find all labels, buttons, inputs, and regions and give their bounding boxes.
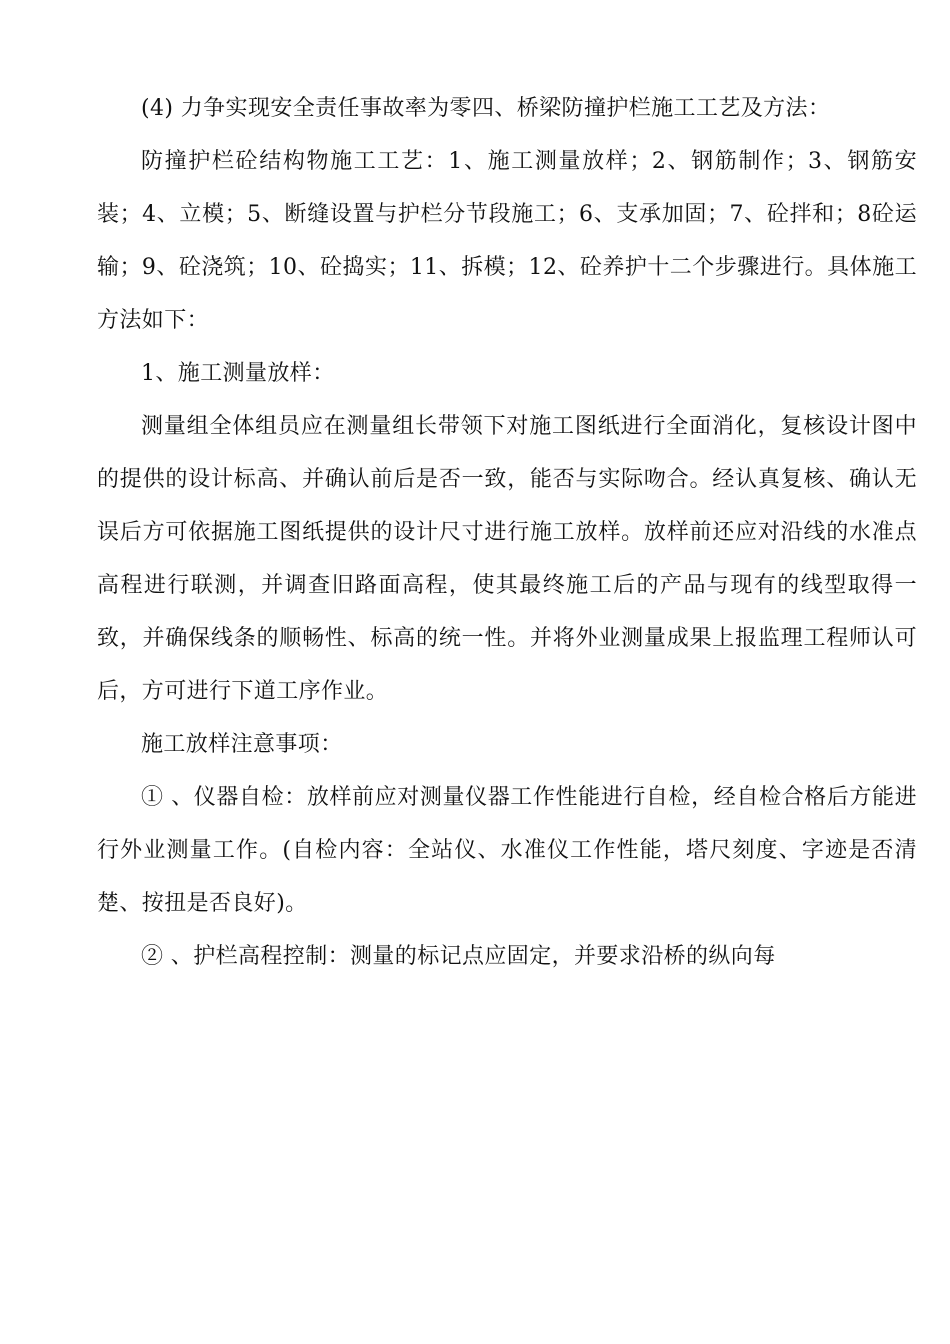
paragraph-instrument-check: ① 、仪器自检：放样前应对测量仪器工作性能进行自检，经自检合格后方能进行外业测量工作。(自检内容：全站仪、水准仪工作性能，塔尺刻度、字迹是否清楚、按扭是否良好)。 bbox=[97, 785, 917, 916]
paragraph-process-steps: 防撞护栏砼结构物施工工艺：1、施工测量放样；2、钢筋制作；3、钢筋安装；4、立模；5、断缝设置与护栏分节段施工；6、支承加固；7、砼拌和；8砼运输；9、砼浇筑；10、砼捣实；11、拆模；12、砼养护十二个步骤进行。具体施工方法如下： bbox=[97, 149, 917, 333]
section-heading-layout-notes: 施工放样注意事项： bbox=[141, 732, 343, 757]
paragraph-survey-description: 测量组全体组员应在测量组长带领下对施工图纸进行全面消化，复核设计图中的提供的设计标高、并确认前后是否一致，能否与实际吻合。经认真复核、确认无误后方可依据施工图纸提供的设计尺寸进行施工放样。放样前还应对沿线的水准点高程进行联测，并调查旧路面高程，使其最终施工后的产品与现有的线型取得一致，并确保线条的顺畅性、标高的统一性。并将外业测量成果上报监理工程师认可后，方可进行下道工序作业。 bbox=[97, 414, 917, 704]
section-heading-survey-layout: 1、施工测量放样： bbox=[141, 361, 335, 386]
paragraph-elevation-control: ② 、护栏高程控制：测量的标记点应固定，并要求沿桥的纵向每 bbox=[141, 944, 776, 969]
paragraph-safety-goal: (4) 力争实现安全责任事故率为零四、桥梁防撞护栏施工工艺及方法： bbox=[141, 96, 831, 121]
document-body bbox=[97, 82, 917, 983]
